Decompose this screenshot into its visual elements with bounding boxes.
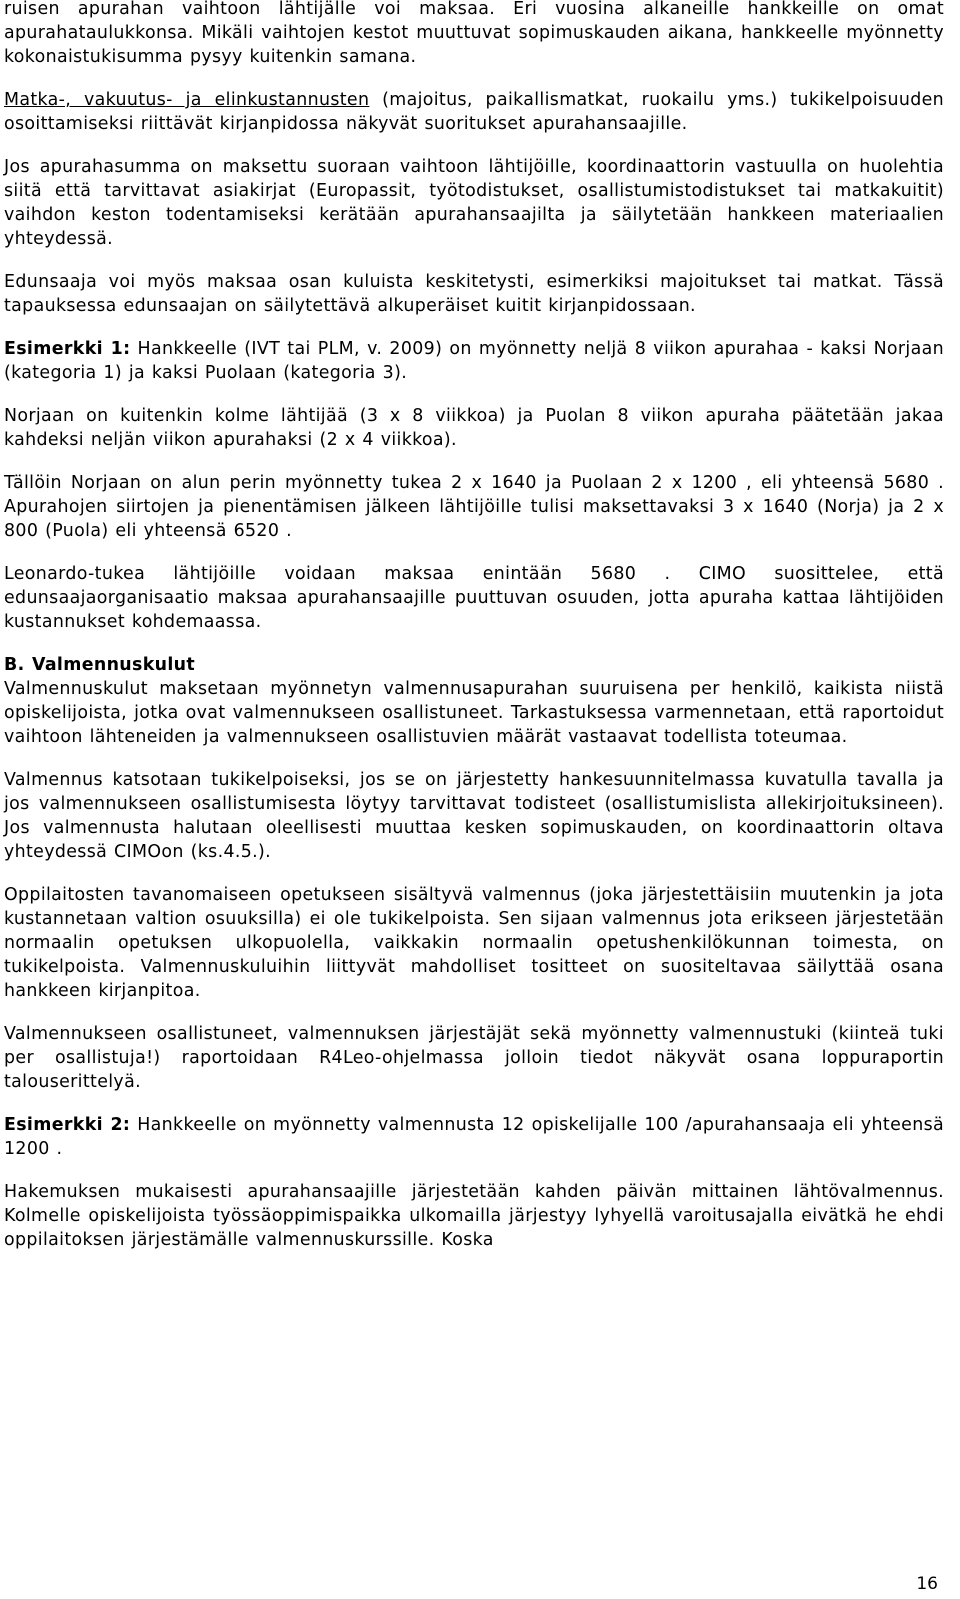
page-content (4, 0, 944, 1271)
underlined-phrase: Matka-, vakuutus- ja elinkustannusten (4, 90, 370, 110)
page-number: 16 (916, 1574, 938, 1594)
section-heading-valmennuskulut: B. Valmennuskulut (4, 655, 196, 675)
paragraph-coordinator-responsibility: Jos apurahasumma on maksettu suoraan vaihtoon lähtijöille, koordinaattorin vastuulla on huolehtia siitä että tarvittavat asiakirjat (Europassit, työtodistukset, osallistumistodistukset tai matkakuitit) vaihdon keston todentamiseksi kerätään apurahansaajilta ja säilytetään hankkeen materiaalien yhteydessä. (4, 157, 944, 249)
paragraph-norway-poland-split: Norjaan on kuitenkin kolme lähtijää (3 x 8 viikkoa) ja Puolan 8 viikon apuraha päätetään jakaa kahdeksi neljän viikon apurahaksi (2 x 4 viikkoa). (4, 406, 944, 450)
paragraph-travel-costs (4, 88, 944, 136)
paragraph-grant-totals: Tällöin Norjaan on alun perin myönnetty tukea 2 x 1640 ja Puolaan 2 x 1200 , eli yhteensä 5680 . Apurahojen siirtojen ja pienentämisen jälkeen lähtijöille tulisi maksettavaksi 3 x 1640 (Norja) ja 2 x 800 (Puola) eli yhteensä 6520 . (4, 473, 944, 541)
paragraph-example-1 (4, 337, 944, 385)
example-label: Esimerkki 2: (4, 1115, 131, 1135)
paragraph-example-2 (4, 1113, 944, 1161)
paragraph-grant-tables: ruisen apurahan vaihtoon lähtijälle voi maksaa. Eri vuosina alkaneille hankkeille on omat apurahataulukkonsa. Mikäli vaihtojen kestot muuttuvat sopimuskauden aikana, hankkeelle myönnetty kokonaistukisumma pysyy kuitenkin samana. (4, 0, 944, 67)
paragraph-training-costs: Valmennuskulut maksetaan myönnetyn valmennusapurahan suuruisena per henkilö, kaikista niistä opiskelijoista, jotka ovat valmennukseen osallistuneet. Tarkastuksessa varmennetaan, että raportoidut vaihtoon lähteneiden ja valmennukseen osallistuvien määrät vastaavat todellista toteumaa. (4, 679, 944, 747)
paragraph-central-payment: Edunsaaja voi myös maksaa osan kuluista keskitetysti, esimerkiksi majoitukset tai matkat. Tässä tapauksessa edunsaajan on säilytettävä alkuperäiset kuitit kirjanpidossaan. (4, 272, 944, 316)
paragraph-training-eligibility: Valmennus katsotaan tukikelpoiseksi, jos se on järjestetty hankesuunnitelmassa kuvatulla tavalla ja jos valmennukseen osallistumisesta löytyy tarvittavat todisteet (osallistumislista allekirjoituksineen). Jos valmennusta halutaan oleellisesti muuttaa kesken sopimuskauden, on koordinaattorin oltava yhteydessä CIMOon (ks.4.5.). (4, 770, 944, 862)
paragraph-regular-teaching: Oppilaitosten tavanomaiseen opetukseen sisältyvä valmennus (joka järjestettäisiin muutenkin ja jota kustannetaan valtion osuuksilla) ei ole tukikelpoista. Sen sijaan valmennus jota erikseen järjestetään normaalin opetuksen ulkopuolella, vaikkakin normaalin opetushenkilökunnan toimesta, on tukikelpoista. Valmennuskuluihin liittyvät mahdolliset tositteet on suositeltavaa säilyttää osana hankkeen kirjanpitoa. (4, 885, 944, 1001)
paragraph-text: Hankkeelle on myönnetty valmennusta 12 opiskelijalle 100 /apurahansaaja eli yhteensä 1200 . (4, 1115, 944, 1159)
paragraph-text: Hankkeelle (IVT tai PLM, v. 2009) on myönnetty neljä 8 viikon apurahaa - kaksi Norjaan (kategoria 1) ja kaksi Puolaan (kategoria 3). (4, 339, 944, 383)
paragraph-text: (majoitus, paikallismatkat, ruokailu yms.) tukikelpoisuuden osoittamiseksi riittävät kirjanpidossa näkyvät suoritukset apurahansaajille. (4, 90, 945, 134)
paragraph-r4leo-reporting: Valmennukseen osallistuneet, valmennuksen järjestäjät sekä myönnetty valmennustuki (kiinteä tuki per osallistuja!) raportoidaan R4Leo-ohjelmassa jolloin tiedot näkyvät osana loppuraportin talouserittelyä. (4, 1024, 944, 1092)
paragraph-pre-departure-training: Hakemuksen mukaisesti apurahansaajille järjestetään kahden päivän mittainen lähtövalmennus. Kolmelle opiskelijoista työssäoppimispaikka ulkomailla järjestyy lyhyellä varoitusajalla eivätkä he ehdi oppilaitoksen järjestämälle valmennuskurssille. Koska (4, 1182, 944, 1250)
example-label: Esimerkki 1: (4, 339, 131, 359)
paragraph-leonardo-max: Leonardo-tukea lähtijöille voidaan maksaa enintään 5680 . CIMO suosittelee, että edunsaajaorganisaatio maksaa apurahansaajille puuttuvan osuuden, jotta apuraha kattaa lähtijöiden kustannukset kohdemaassa. (4, 564, 944, 632)
